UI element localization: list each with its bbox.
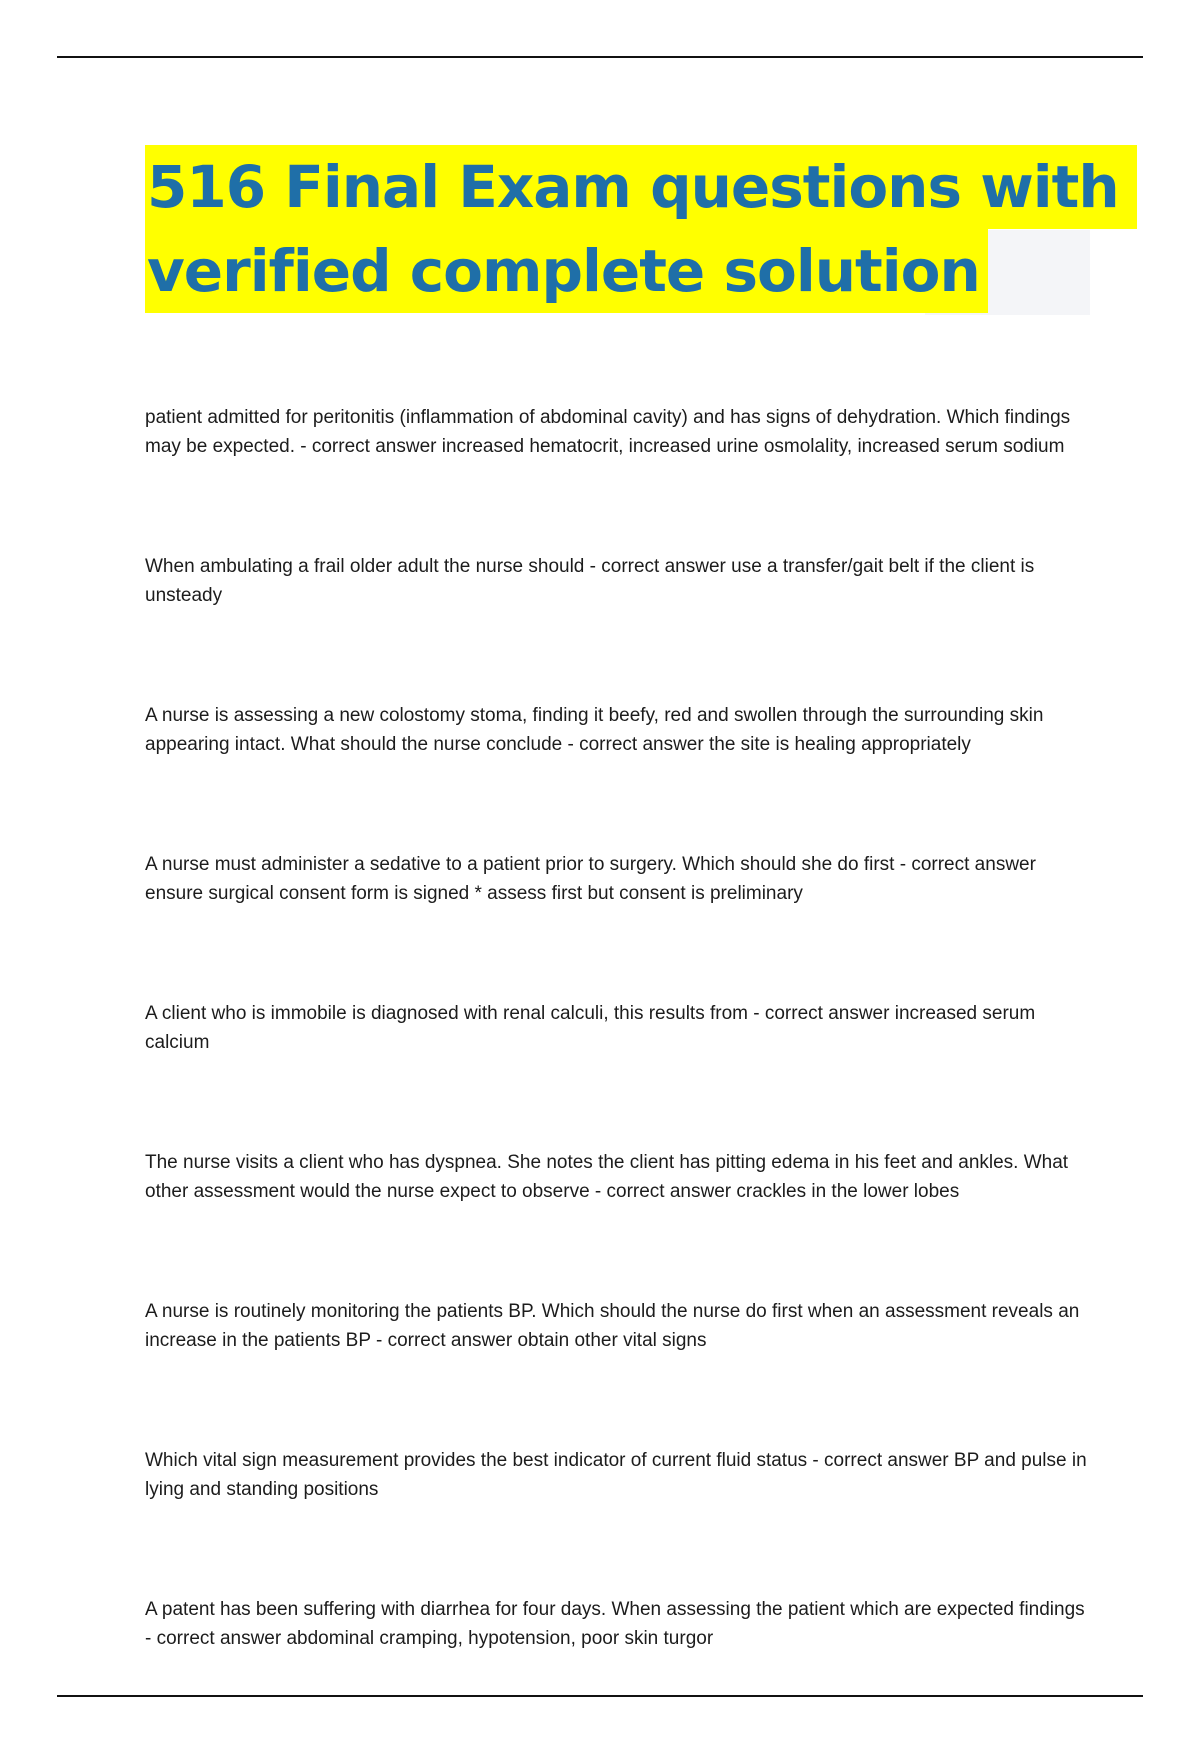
document-title bbox=[145, 145, 1119, 313]
question-item: A nurse is assessing a new colostomy stoma, finding it beefy, red and swollen through the surrounding skin appearing intact. What should the nurse conclude - correct answer the site is healing appropriately bbox=[145, 705, 1044, 755]
question-item: The nurse visits a client who has dyspnea. She notes the client has pitting edema in his feet and ankles. What other assessment would the nurse expect to observe - correct answer crackles in the lower lobes bbox=[145, 1152, 1069, 1202]
title-line-1: 516 Final Exam questions with bbox=[145, 145, 1137, 229]
question-item: Which vital sign measurement provides the best indicator of current fluid status - correct answer BP and pulse in lying and standing positions bbox=[145, 1450, 1087, 1500]
question-item: patient admitted for peritonitis (inflammation of abdominal cavity) and has signs of dehydration. Which findings may be expected. - correct answer increased hematocrit, increased urine osmolality, increased serum sodium bbox=[145, 407, 1071, 457]
question-item: A client who is immobile is diagnosed with renal calculi, this results from - correct answer increased serum calcium bbox=[145, 1003, 1036, 1053]
title-line-2: verified complete solution bbox=[145, 229, 988, 313]
question-item: A patent has been suffering with diarrhea for four days. When assessing the patient which are expected findings - correct answer abdominal cramping, hypotension, poor skin turgor bbox=[145, 1599, 1085, 1649]
question-item: A nurse is routinely monitoring the patients BP. Which should the nurse do first when an assessment reveals an increase in the patients BP - correct answer obtain other vital signs bbox=[145, 1301, 1080, 1351]
question-list bbox=[145, 403, 1090, 1744]
question-item: A nurse must administer a sedative to a patient prior to surgery. Which should she do first - correct answer ensure surgical consent form is signed * assess first but consent is preliminary bbox=[145, 854, 1036, 904]
bottom-rule bbox=[57, 1695, 1143, 1697]
question-item: When ambulating a frail older adult the nurse should - correct answer use a transfer/gait belt if the client is unsteady bbox=[145, 556, 1035, 606]
top-rule bbox=[57, 56, 1143, 58]
